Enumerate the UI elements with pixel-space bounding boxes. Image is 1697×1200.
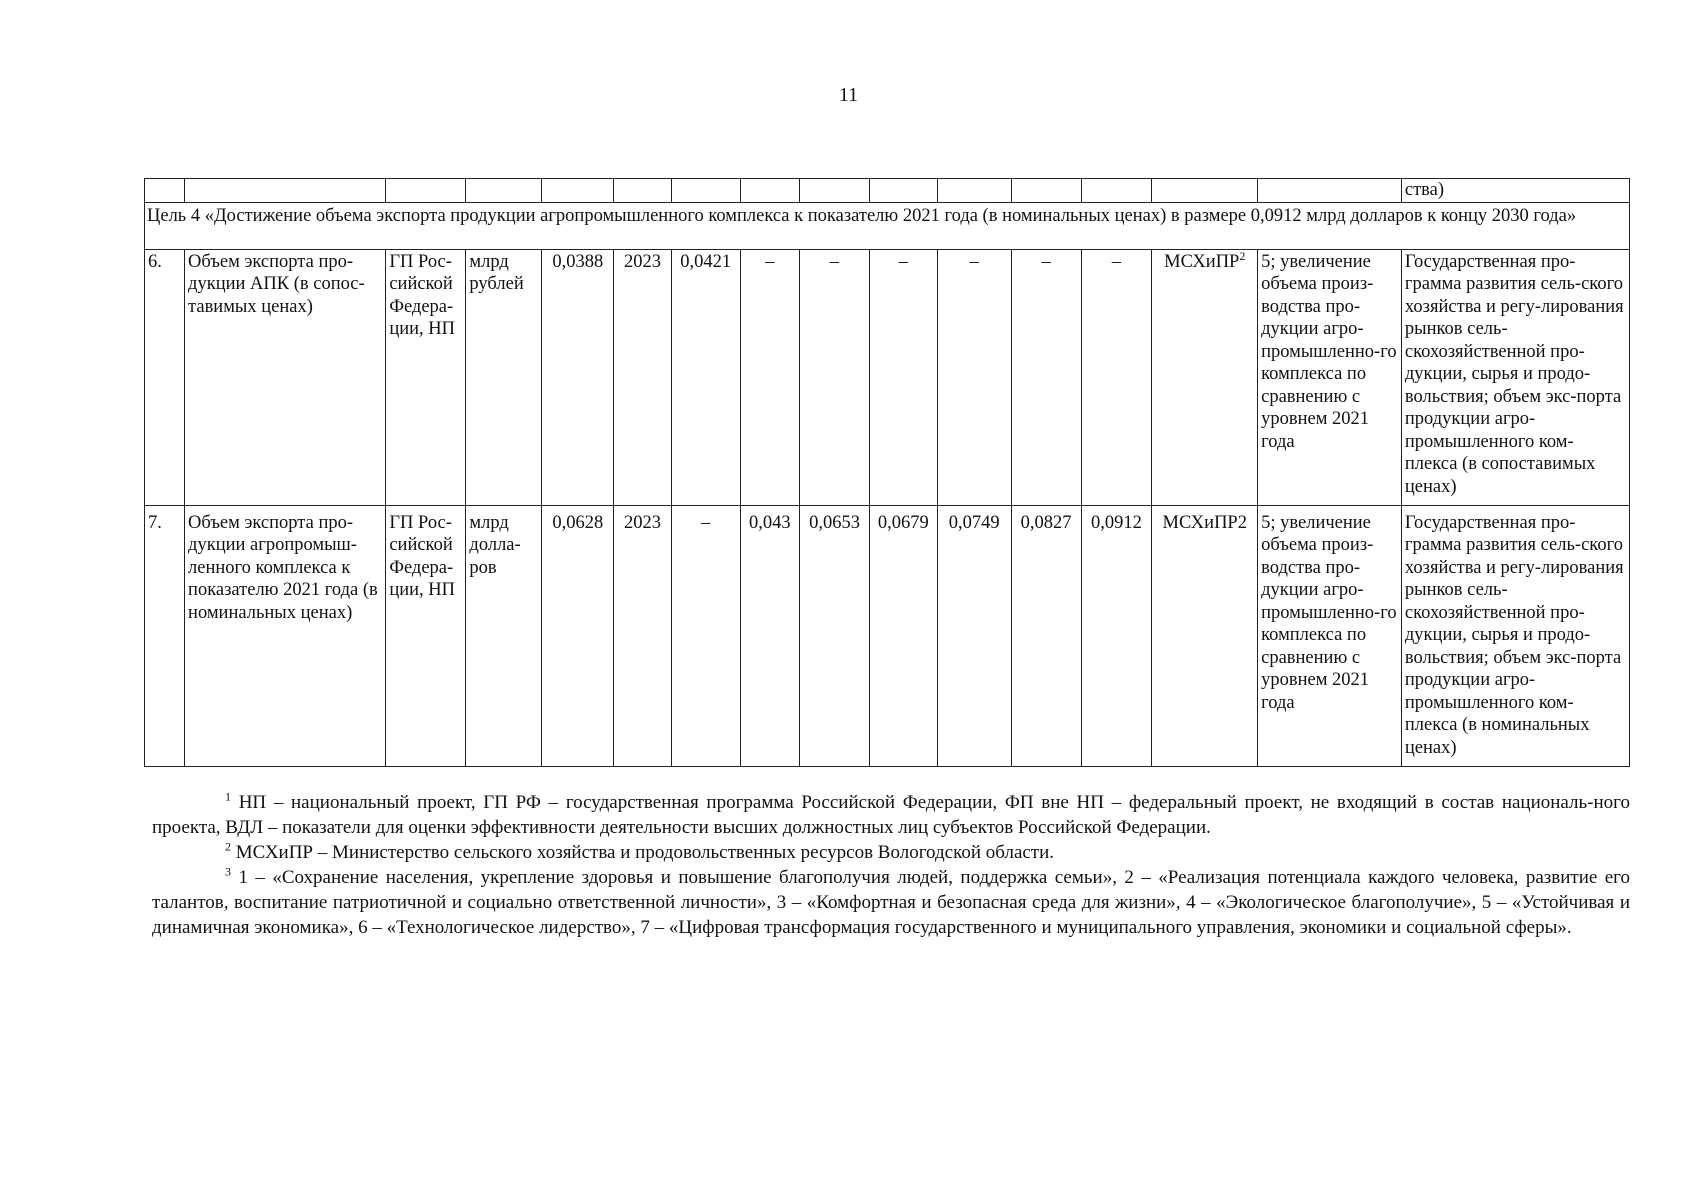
national-goal: 5; увеличение объема произ-водства про-дукции агро-промышленно-го комплекса по сравнению с уровнем 2021 года xyxy=(1258,505,1402,766)
footnote-mark: 2 xyxy=(225,839,231,854)
value-2024: – xyxy=(671,505,740,766)
responsible xyxy=(1152,249,1258,505)
national-goal: 5; увеличение объема произ-водства про-дукции агро-промышленно-го комплекса по сравнению с уровнем 2021 года xyxy=(1258,249,1402,505)
footnote-mark: 3 xyxy=(225,864,231,879)
value-2028: 0,0749 xyxy=(937,505,1011,766)
value-2030: – xyxy=(1081,249,1152,505)
row-number: 6. xyxy=(145,249,185,505)
indicators-table xyxy=(144,178,1630,767)
unit: млрд рублей xyxy=(466,249,542,505)
goal-cell: Цель 4 «Достижение объема экспорта продукции агропромышленного комплекса к показателю 2021 года (в номинальных ценах) в размере 0,0912 млрд долларов к концу 2030 года» xyxy=(145,202,1630,249)
value-2029: 0,0827 xyxy=(1011,505,1081,766)
footnotes xyxy=(152,790,1630,940)
indicator-level: ГП Рос-сийской Федера-ции, НП xyxy=(386,505,466,766)
value-2026: – xyxy=(800,249,870,505)
table-row xyxy=(145,249,1630,505)
footnote-text: НП – национальный проект, ГП РФ – государственная программа Российской Федерации, ФП вне НП – федеральный проект, не входящий в состав националь-ного проекта, ВДЛ – показатели для оценки эффективности деятельности высших должностных лиц субъектов Российской Федерации. xyxy=(152,792,1630,838)
value-2026: 0,0653 xyxy=(800,505,870,766)
program-link: Государственная про-грамма развития сель-ского хозяйства и регу-лирования рынков сель-скохозяйственной про-дукции, сырья и продо-вольствия; объем экс-порта продукции агро-промышленного ком-плекса (в сопоставимых ценах) xyxy=(1401,249,1629,505)
indicator-name: Объем экспорта про-дукции АПК (в сопос-тавимых ценах) xyxy=(185,249,386,505)
table-row xyxy=(145,505,1630,766)
indicator-level: ГП Рос-сийской Федера-ции, НП xyxy=(386,249,466,505)
page-number: 11 xyxy=(838,84,859,106)
value-2029: – xyxy=(1011,249,1081,505)
footnote-2 xyxy=(152,840,1630,865)
unit: млрд долла-ров xyxy=(466,505,542,766)
program-link: Государственная про-грамма развития сель-ского хозяйства и регу-лирования рынков сель-скохозяйственной про-дукции, сырья и продо-вольствия; объем экс-порта продукции агро-промышленного ком-плекса (в номинальных ценах) xyxy=(1401,505,1629,766)
head-row-last-cell: ства) xyxy=(1401,179,1629,203)
indicator-name: Объем экспорта про-дукции агропромыш-ленного комплекса к показателю 2021 года (в номинальных ценах) xyxy=(185,505,386,766)
value-2025: – xyxy=(740,249,800,505)
footnote-text: 1 – «Сохранение населения, укрепление здоровья и повышение благополучия людей, поддержка семьи», 2 – «Реализация потенциала каждого человека, развитие его талантов, воспитание патриотичной и социально ответственной личности», 3 – «Комфортная и безопасная среда для жизни», 4 – «Экологическое благополучие», 5 – «Устойчивая и динамичная экономика», 6 – «Технологическое лидерство», 7 – «Цифровая трансформация государственного и муниципального управления, экономики и социальной сферы». xyxy=(152,867,1630,938)
footnote-1 xyxy=(152,790,1630,840)
value-2028: – xyxy=(937,249,1011,505)
table-head-row xyxy=(145,179,1630,203)
base-year: 2023 xyxy=(614,505,672,766)
value-2030: 0,0912 xyxy=(1081,505,1152,766)
value-2024: 0,0421 xyxy=(671,249,740,505)
footnote-ref: 2 xyxy=(1239,248,1246,263)
goal-row xyxy=(145,202,1630,249)
base-value: 0,0628 xyxy=(542,505,614,766)
value-2027: 0,0679 xyxy=(869,505,937,766)
value-2027: – xyxy=(869,249,937,505)
responsible-text: МСХиПР xyxy=(1164,251,1240,272)
footnote-mark: 1 xyxy=(225,789,231,804)
value-2025: 0,043 xyxy=(740,505,800,766)
responsible: МСХиПР2 xyxy=(1152,505,1258,766)
row-number: 7. xyxy=(145,505,185,766)
base-value: 0,0388 xyxy=(542,249,614,505)
footnote-3 xyxy=(152,865,1630,940)
footnote-text: МСХиПР – Министерство сельского хозяйства и продовольственных ресурсов Вологодской области. xyxy=(231,842,1055,863)
base-year: 2023 xyxy=(614,249,672,505)
